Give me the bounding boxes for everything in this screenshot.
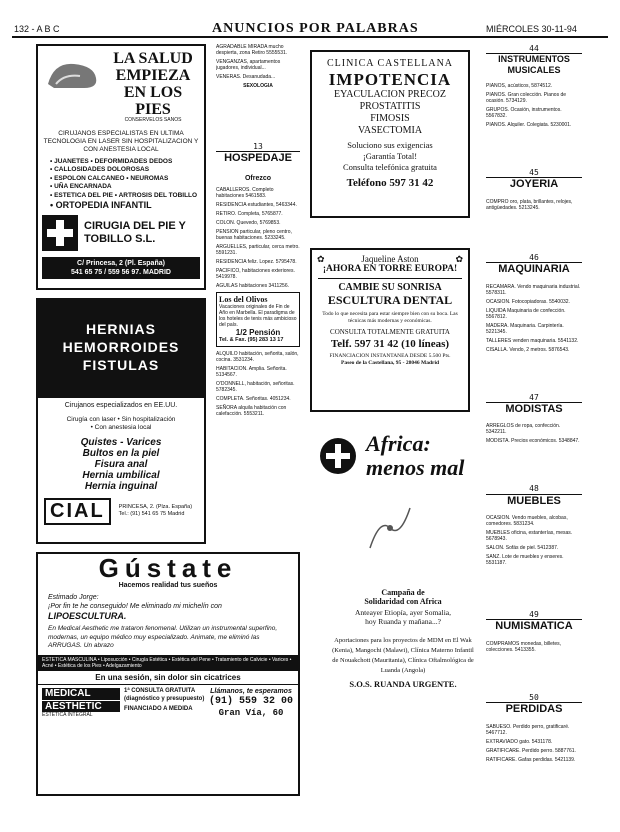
letter-greeting: Estimado Jorge: <box>48 594 99 602</box>
gustate-ad <box>36 552 300 796</box>
section-heading: JOYERIA <box>509 178 559 191</box>
salud-intro: CIRUJANOS ESPECIALISTAS EN ULTIMA TECNOLOGIA EN LASER SIN HOSPITALIZACION Y CON ANESTESIA LOCAL <box>43 129 199 153</box>
classified-entry: AGRADABLE MIRADA mucho despierta, zona Retiro 5555531. <box>216 44 288 56</box>
classified-entry: RETIRO. Completa, 5765877. <box>216 210 283 217</box>
classified-entry: PENSION particular, pleno centro, buenas habitaciones. 5233245. <box>216 228 292 241</box>
classified-entry: COLON. Quevedo, 5769853. <box>216 219 281 226</box>
section-number: 50 <box>486 693 582 703</box>
classified-entry: RESIDENCIA feliz. Lopez. 5795478. <box>216 258 297 265</box>
section-heading: NUMISMATICA <box>495 620 573 633</box>
classified-entry: PACIFICO, habitaciones exteriores. 5419978. <box>216 267 295 280</box>
classified-entry: MADERA. Maquinaria. Carpintería. 5221345. <box>486 322 564 335</box>
africa-body: Aportaciones para los proyectos de MDM en El Wak (Kenia), Mangochi (Malawi), Clínica Materno Infantil de Nouakchott (Mauritania), Clínica Oftalmológica de Luanda (Angola) <box>332 637 474 675</box>
hernias-ad <box>36 298 206 544</box>
hernias-item: Hernia inguinal <box>84 480 158 492</box>
section-number: 44 <box>486 44 582 54</box>
classified-entry: COMPRO oro, plata, brillantes, relojes, antigüedades. 5213245. <box>486 198 573 211</box>
tooth-icon: ✿ <box>455 254 463 264</box>
classified-entry: CISALLA. Vendo, 2 metros. 5876543. <box>486 346 570 353</box>
salud-ad <box>36 44 206 290</box>
imp-phone: Teléfono 597 31 42 <box>346 177 434 190</box>
classified-entry: OCASION. Vendo muebles, alcobas, comedores. 5831234. <box>486 515 568 528</box>
jaq-line2: ESCULTURA DENTAL <box>327 292 453 307</box>
gustate-address: Gran Vía, 60 <box>218 707 284 718</box>
letter-body2: En Medical Aesthetic me trataron fenomenal. Utilizan un instrumental superfino, modernas, un equipo médico muy especializado. Animate, me eliminó las ARRUGAS. Un abrazo <box>48 625 278 650</box>
classified-entry: ALQUILO habitación, señorita, salón, cocina. 3531234. <box>216 350 299 363</box>
classified-entry: ARGUELLES, particular, cerca metro. 5591231. <box>216 243 300 256</box>
africa-headline1: Africa: <box>366 431 431 456</box>
classified-entry: O'DONNELL, habitación, señoritas. 5782345. <box>216 380 295 393</box>
section-heading: PERDIDAS <box>505 703 563 716</box>
salud-title2: EMPIEZA <box>115 67 191 84</box>
imp-line: FIMOSIS <box>370 113 410 125</box>
section-title: ANUNCIOS POR PALABRAS <box>212 21 419 36</box>
olivos-ad <box>216 292 300 347</box>
gustate-subtitle: Hacemos realidad tus sueños <box>118 582 218 589</box>
section-number: 46 <box>486 253 582 263</box>
section-heading: MUEBLES <box>507 494 561 507</box>
hernias-item: Hernia umbilical <box>82 469 160 481</box>
cial-logo: CIAL <box>44 498 111 525</box>
imp-title: IMPOTENCIA <box>328 69 452 89</box>
classified-entry: AGUILAS habitaciones 3411256. <box>216 282 290 289</box>
classified-entry: RECAMARA. Vendo maquinaria industrial. 5578311. <box>486 283 581 296</box>
hand-illustration <box>360 498 420 558</box>
classified-entry: TALLERES venden maquinaria. 5541132. <box>486 337 579 344</box>
jaq-address: Paseo de la Castellana, 95 - 28046 Madrid <box>340 359 440 366</box>
imp-line: Soluciono sus exigencias <box>347 140 433 151</box>
classified-section <box>486 610 582 653</box>
classified-entry: SANZ. Lote de muebles y enseres. 5531187. <box>486 554 564 567</box>
classified-section <box>486 484 582 566</box>
jaq-finance: FINANCIACION INSTANTANEA DESDE 5.500 Pts. <box>329 353 451 360</box>
salud-list <box>42 158 200 212</box>
classified-entry: GRUPOS. Ocasión, instrumentos. 5567832. <box>486 106 562 119</box>
salud-item: • JUANETES • DEFORMIDADES DEDOS <box>50 157 173 165</box>
section-number: 48 <box>486 484 582 494</box>
salud-item: • ESPOLON CALCANEO • NEUROMAS <box>50 174 169 182</box>
section-number: 45 <box>486 168 582 178</box>
section-heading: MODISTAS <box>505 402 563 415</box>
classified-section <box>486 253 582 353</box>
classified-section <box>486 393 582 445</box>
hernias-address: PRINCESA, 2. (Plza. España) Tel.: (91) 541 65 75 Madrid <box>118 504 193 518</box>
letter-lipo: LIPOESCULTURA. <box>48 611 127 622</box>
hernias-line2: Cirugía con laser • Sin hospitalización <box>66 416 176 424</box>
section-number: 47 <box>486 393 582 403</box>
impotencia-ad <box>310 50 470 218</box>
classified-entry: OCASION. Fotocopiadoras. 5540032. <box>486 298 570 305</box>
classified-entry: VENGANZAS, apartamentos jugadores, individual... <box>216 59 281 71</box>
gustate-phone: (91) 559 32 00 <box>208 696 293 708</box>
classified-entry: LIQUIDA Maquinaria de confección. 5567812. <box>486 307 566 320</box>
classified-section <box>486 693 582 763</box>
africa-headline2: menos mal <box>366 455 465 480</box>
hernias-item: Fisura anal <box>94 458 148 470</box>
imp-line: VASECTOMIA <box>357 125 423 137</box>
africa-camp3: Anteayer Etiopía, ayer Somalia, <box>354 608 451 618</box>
section-heading: INSTRUMENTOS MUSICALES <box>498 54 570 75</box>
column-4 <box>486 44 582 790</box>
imp-line: Consulta telefónica gratuita <box>343 162 437 173</box>
salud-item: • ESTETICA DEL PIE • ARTROSIS DEL TOBILLO <box>50 191 198 199</box>
classified-entry: SALON. Sofás de piel. 5412387. <box>486 545 559 552</box>
africa-camp1: Campaña de <box>381 588 425 597</box>
imp-line: PROSTATITIS <box>359 101 421 113</box>
brand-medical: MEDICAL <box>42 688 120 700</box>
jaq-headline: ¡AHORA EN TORRE EUROPA! <box>322 264 458 275</box>
salud-item: • ORTOPEDIA INFANTIL <box>50 200 152 211</box>
classified-entry: MODISTA. Precios económicos. 5348847. <box>486 438 580 445</box>
salud-clinic: CIRUGIA DEL PIE Y TOBILLO S.L. <box>84 220 186 246</box>
offer-consulta: 1ª CONSULTA GRATUITA (diagnóstico y presupuesto) <box>124 688 205 702</box>
page-date: MIÉRCOLES 30-11-94 <box>486 24 577 34</box>
africa-camp2: Solidaridad con Africa <box>364 597 442 607</box>
olivos-text: Vacaciones originales de Fin de Año en Marbella. El paradigma de los hoteles de tenis más ambicioso del país. <box>219 304 297 329</box>
classified-entry: SEXOLOGIA <box>243 83 273 89</box>
imp-line: EYACULACION PRECOZ <box>334 89 446 101</box>
africa-camp4: hoy Ruanda y mañana...? <box>365 617 441 627</box>
olivos-tel: Tel. & Fax. (95) 283 13 17 <box>219 337 284 344</box>
cross-logo-icon <box>42 215 78 251</box>
salud-title3: EN LOS PIES <box>123 84 183 118</box>
classified-entry: PIANOS, acústicos, 5874512. <box>486 82 553 89</box>
tooth-icon: ✿ <box>317 254 325 264</box>
jaqueline-ad <box>310 248 470 412</box>
gustate-title: Gústate <box>98 553 238 583</box>
hernias-line3: • Con anestesia local <box>90 423 152 431</box>
offer-financiado: FINANCIADO A MEDIDA <box>124 706 193 713</box>
classified-section <box>486 168 582 211</box>
jaq-body: Todo lo que necesita para estar siempre bien con su boca. Las técnicas más modernas y económicas. <box>322 310 458 324</box>
foot-icon <box>44 54 100 94</box>
imp-line: ¡Garantía Total! <box>362 151 418 162</box>
ofrezco-heading: Ofrezco <box>244 174 272 182</box>
gustate-services: ESTETICA MASCULINA • Liposucción • Cirugía Estética • Estética del Pene • Tratamiento de Calvicie • Varices • Acné • Estética de los Pies • Adelgazamiento <box>38 655 298 671</box>
classified-entry: COMPLETA. Señoritas. 4051234. <box>216 395 291 402</box>
page-ref: 132 - A B C <box>14 24 60 34</box>
classified-entry: HABITACION. Amplia. Señorita. 5134567. <box>216 365 287 378</box>
classified-entry: PIANOS. Gran colección. Pianos de ocasión. 5734129. <box>486 91 567 104</box>
classified-entry: EXTRAVIADO gato. 5431178. <box>486 738 553 745</box>
classified-entry: SEÑORA alquila habitación con calefacción. 5553211. <box>216 404 287 417</box>
hernias-item: Quistes - Varices <box>80 436 162 448</box>
jaq-name: Jaqueline Aston <box>361 254 419 264</box>
header-rule <box>12 36 608 38</box>
classified-entry: CABALLEROS. Completo habitaciones 5461583. <box>216 186 274 199</box>
hernias-line1: Cirujanos especializados en EE.UU. <box>64 402 178 409</box>
gustate-call: Llámanos, te esperamos <box>210 688 292 696</box>
section-number: 13 <box>216 142 300 152</box>
brand-integral: ESTETICA INTEGRAL <box>42 712 93 719</box>
brand-aesthetic: AESTHETIC <box>42 701 120 713</box>
jaq-phone: Telf. 597 31 42 (10 líneas) <box>330 337 450 350</box>
jaq-consulta: CONSULTA TOTALMENTE GRATUITA <box>330 327 450 336</box>
jaq-line1: CAMBIE SU SONRISA <box>338 282 442 294</box>
classified-entry: ARREGLOS de ropa, confección. 5342211. <box>486 423 561 436</box>
salud-address: C/ Princesa, 2 (Pl. España) <box>77 260 165 268</box>
section-heading: HOSPEDAJE <box>224 152 292 165</box>
classified-entry: RATIFICARE. Gafas perdidas. 5421139. <box>486 756 576 763</box>
classified-entry: COMPRAMOS monedas, billetes, colecciones. 5413355. <box>486 641 562 654</box>
section-heading: MAQUINARIA <box>498 262 570 275</box>
classified-entry: MUEBLES oficina, estanterías, mesas. 5678943. <box>486 530 573 543</box>
salud-subtitle: CONSERVELOS SANOS <box>124 117 182 123</box>
column-2 <box>216 44 300 544</box>
classified-entry: SABUESO. Perdido perro, gratificaré. 5467712. <box>486 723 570 736</box>
classified-entry: RESIDENCIA estudiantes, 5463344. <box>216 201 297 208</box>
letter-body1: ¡Por fin te he conseguido! Me eliminado mi michelín con <box>48 603 222 611</box>
section-number: 49 <box>486 610 582 620</box>
salud-phone: 541 65 75 / 559 56 97. MADRID <box>70 269 171 277</box>
classified-entry: VENERAS. Desanudada... <box>216 74 276 80</box>
olivos-title: Los del Olivos <box>219 294 268 304</box>
africa-sos: S.O.S. RUANDA URGENTE. <box>349 679 457 690</box>
hernias-title: HERNIAS HEMORROIDES FISTULAS <box>38 300 204 398</box>
salud-title1: LA SALUD <box>113 50 193 67</box>
classified-entry: GRATIFICARE. Perdido perro. 5887761. <box>486 747 576 754</box>
olivos-price: 1/2 Pensión <box>235 328 281 338</box>
classified-entry: PIANOS. Alquiler. Colegiata. 5230001. <box>486 121 572 128</box>
mdm-logo-icon <box>320 438 356 474</box>
classified-section <box>486 44 582 128</box>
hernias-item: Bultos en la piel <box>82 447 160 459</box>
africa-ad <box>310 432 476 784</box>
salud-item: • UÑA ENCARNADA <box>50 183 112 191</box>
imp-clinic: CLINICA CASTELLANA <box>326 58 454 69</box>
gustate-slogan: En una sesión, sin dolor sin cicatrices <box>38 671 298 685</box>
salud-item: • CALLOSIDADES DOLOROSAS <box>50 166 150 174</box>
